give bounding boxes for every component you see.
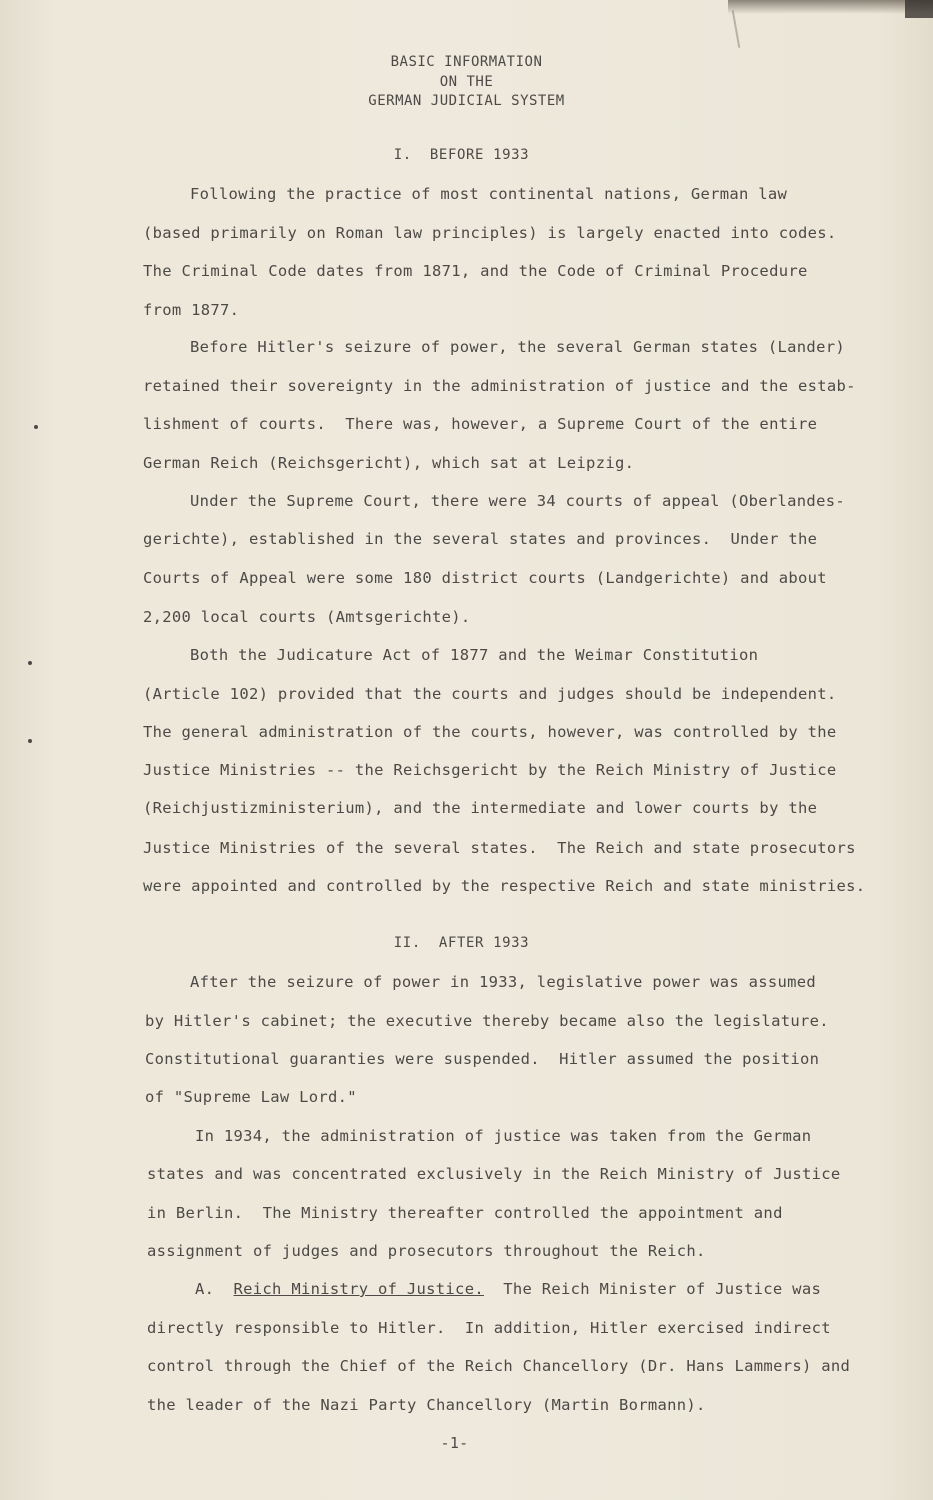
punch-dot [34,425,38,429]
paragraph-line: German Reich (Reichsgericht), which sat at Leipzig. [143,454,635,472]
paragraph-line: the leader of the Nazi Party Chancellory (Martin Bormann). [147,1396,706,1414]
paragraph-line: (Article 102) provided that the courts and judges should be independent. [143,685,837,703]
paragraph-line: lishment of courts. There was, however, a Supreme Court of the entire [143,415,818,433]
document-title-line-3: GERMAN JUDICIAL SYSTEM [368,93,565,109]
paragraph-line: states and was concentrated exclusively in the Reich Ministry of Justice [147,1165,841,1183]
paragraph-line: by Hitler's cabinet; the executive thereby became also the legislature. [145,1012,829,1030]
scan-edge-shadow [728,0,933,14]
punch-dot [28,661,32,665]
subsection-heading-reich-ministry: Reich Ministry of Justice. [233,1280,484,1298]
paragraph-line: The Criminal Code dates from 1871, and the Code of Criminal Procedure [143,262,808,280]
paragraph-line: Constitutional guaranties were suspended. Hitler assumed the position [145,1050,820,1068]
paragraph-line: from 1877. [143,301,240,319]
paragraph-line: After the seizure of power in 1933, legislative power was assumed [190,973,817,991]
paragraph-line: Justice Ministries -- the Reichsgericht by the Reich Ministry of Justice [143,761,837,779]
paragraph-line: assignment of judges and prosecutors throughout the Reich. [147,1242,706,1260]
paragraph-line: Following the practice of most continental nations, German law [190,185,788,203]
paragraph-line: directly responsible to Hitler. In addition, Hitler exercised indirect [147,1319,831,1337]
section-heading-after-1933: II. AFTER 1933 [393,935,530,951]
punch-dot [28,739,32,743]
document-title-line-2: ON THE [439,74,494,90]
scan-corner-mark [905,0,933,18]
paragraph-line: Both the Judicature Act of 1877 and the Weimar Constitution [190,646,759,664]
paragraph-line: gerichte), established in the several states and provinces. Under the [143,530,818,548]
paragraph-line: were appointed and controlled by the respective Reich and state ministries. [143,877,866,895]
paragraph-line: in Berlin. The Ministry thereafter controlled the appointment and [147,1204,783,1222]
paragraph-line: In 1934, the administration of justice was taken from the German [195,1127,812,1145]
paragraph-line: control through the Chief of the Reich Chancellory (Dr. Hans Lammers) and [147,1357,851,1375]
paragraph-line: (based primarily on Roman law principles) is largely enacted into codes. [143,224,837,242]
paragraph-line: 2,200 local courts (Amtsgerichte). [143,608,471,626]
subsection-line [195,1279,821,1299]
page-number: -1- [440,1434,469,1452]
paragraph-line: Under the Supreme Court, there were 34 courts of appeal (Oberlandes- [190,492,845,510]
paragraph-line: Justice Ministries of the several states. The Reich and state prosecutors [143,839,856,857]
subsection-label: A. [195,1280,215,1298]
paragraph-line: The general administration of the courts, however, was controlled by the [143,723,837,741]
paragraph-line: Before Hitler's seizure of power, the several German states (Lander) [190,338,845,356]
paragraph-line: (Reichjustizministerium), and the intermediate and lower courts by the [143,799,818,817]
paper-crease [732,10,741,48]
subsection-first-line-rest: The Reich Minister of Justice was [483,1280,822,1298]
document-title-line-1: BASIC INFORMATION [390,54,543,70]
paragraph-line: Courts of Appeal were some 180 district courts (Landgerichte) and about [143,569,827,587]
section-heading-before-1933: I. BEFORE 1933 [393,147,530,163]
paragraph-line: retained their sovereignty in the administration of justice and the estab- [143,377,856,395]
paragraph-line: of "Supreme Law Lord." [145,1088,357,1106]
